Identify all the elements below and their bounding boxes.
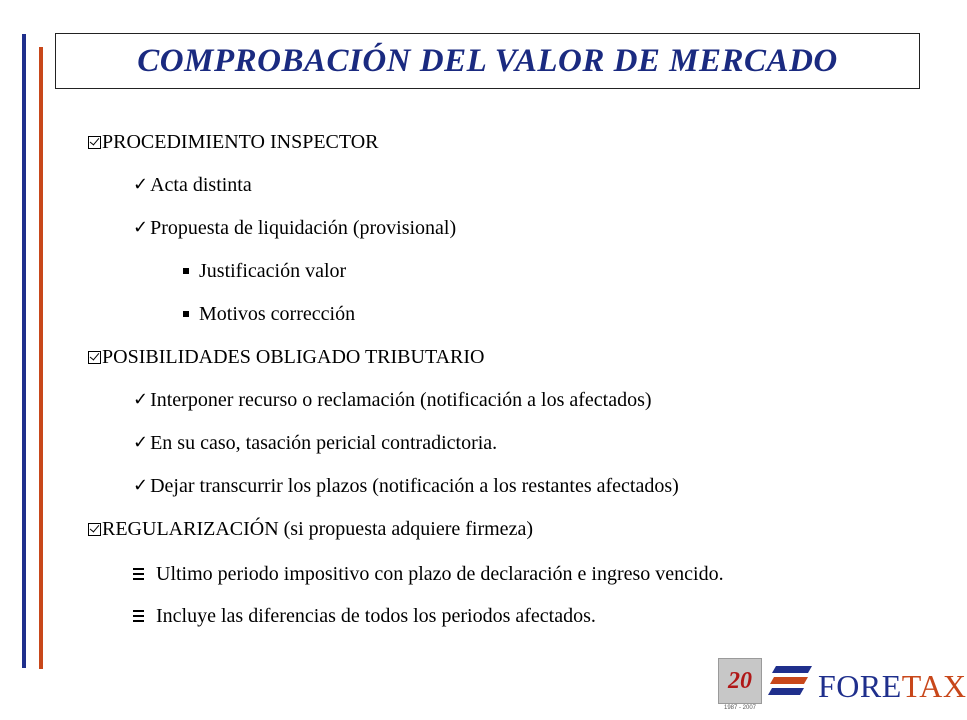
checkmark-icon: ✓	[133, 475, 149, 496]
section-posibilidades	[88, 345, 484, 369]
foretax-logo	[718, 658, 967, 714]
triple-bar-icon	[133, 567, 144, 581]
list-item	[133, 474, 679, 498]
checkbox-checked-icon	[88, 136, 101, 149]
checkbox-checked-icon	[88, 351, 101, 364]
list-item	[133, 431, 497, 455]
item-label: Incluye las diferencias de todos los periodos afectados.	[156, 605, 596, 627]
item-label: Ultimo periodo impositivo con plazo de declaración e ingreso vencido.	[156, 563, 724, 585]
sub-list-item	[183, 302, 355, 326]
page-title: COMPROBACIÓN DEL VALOR DE MERCADO	[137, 42, 838, 79]
section-label: REGULARIZACIÓN (si propuesta adquiere firmeza)	[102, 518, 533, 540]
section-regularizacion	[88, 517, 533, 541]
checkmark-icon: ✓	[133, 389, 149, 410]
list-item	[133, 604, 596, 628]
section-label: POSIBILIDADES OBLIGADO TRIBUTARIO	[102, 346, 485, 368]
triple-bar-icon	[133, 609, 144, 623]
list-item	[133, 173, 252, 197]
item-label: Justificación valor	[199, 260, 347, 282]
checkmark-icon: ✓	[133, 174, 149, 195]
section-procedimiento	[88, 130, 379, 154]
checkmark-icon: ✓	[133, 217, 149, 238]
emblem-number: 20	[728, 667, 752, 694]
square-bullet-icon	[183, 268, 189, 274]
item-label: Dejar transcurrir los plazos (notificación a los restantes afectados)	[150, 475, 679, 497]
list-item	[133, 388, 652, 412]
square-bullet-icon	[183, 311, 189, 317]
item-label: Motivos corrección	[199, 303, 356, 325]
sub-list-item	[183, 259, 346, 283]
checkmark-icon: ✓	[133, 432, 149, 453]
checkbox-checked-icon	[88, 523, 101, 536]
item-label: Acta distinta	[150, 174, 252, 196]
brand-name	[818, 668, 967, 705]
brand-part-fore: FORE	[818, 668, 902, 704]
section-label: PROCEDIMIENTO INSPECTOR	[102, 131, 379, 153]
item-label: En su caso, tasación pericial contradictoria.	[150, 432, 498, 454]
list-item	[133, 562, 724, 586]
anniversary-emblem	[718, 658, 762, 704]
flag-stripes-icon	[768, 666, 812, 702]
brand-part-tax: TAX	[901, 668, 967, 704]
item-label: Propuesta de liquidación (provisional)	[150, 217, 457, 239]
item-label: Interponer recurso o reclamación (notificación a los afectados)	[150, 389, 652, 411]
list-item	[133, 216, 456, 240]
emblem-years: 1987 - 2007	[723, 705, 757, 711]
